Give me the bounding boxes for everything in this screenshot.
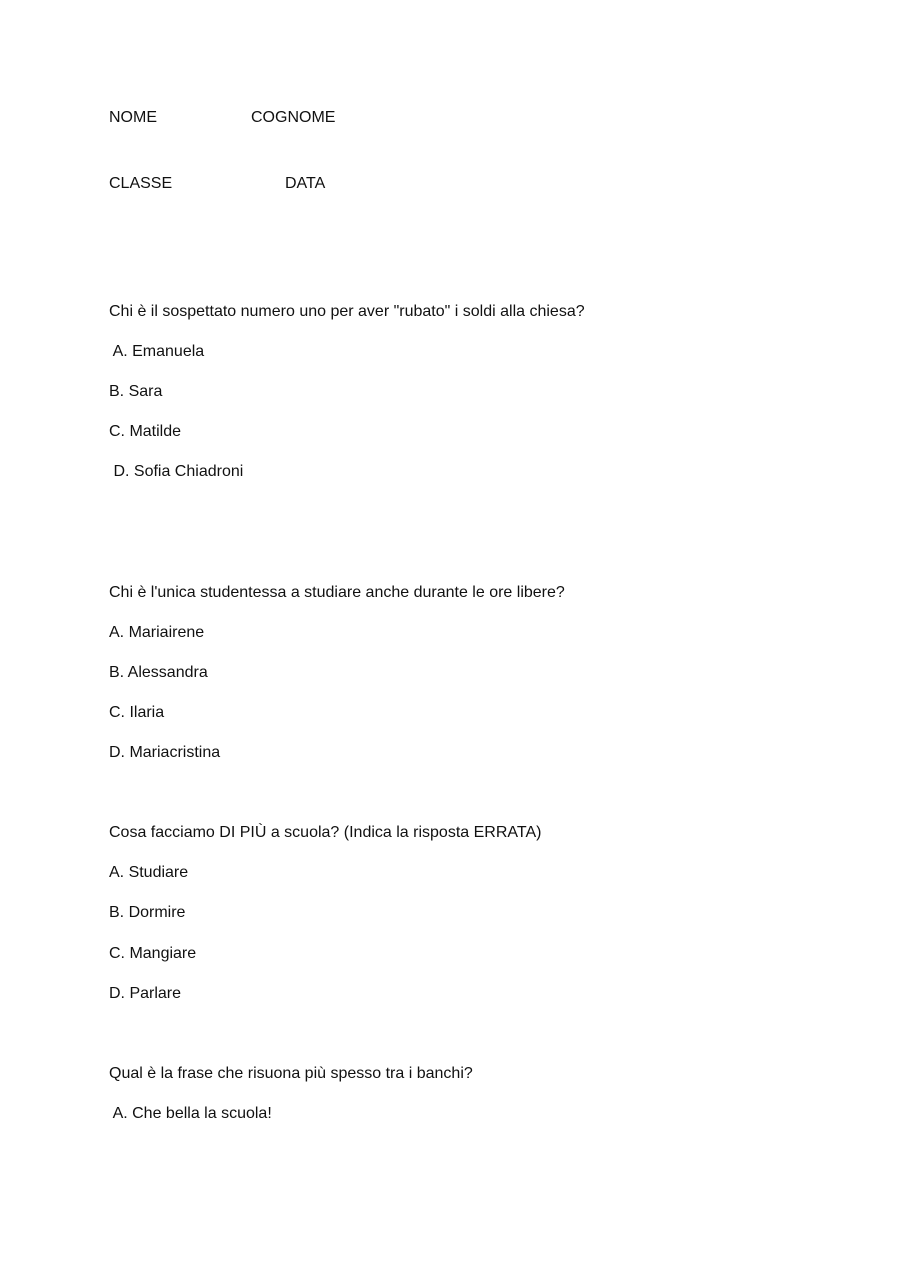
question-4-text: Qual è la frase che risuona più spesso tra i banchi? bbox=[109, 1065, 473, 1082]
question-3-option-c: C. Mangiare bbox=[109, 945, 197, 962]
nome-label: NOME bbox=[109, 109, 157, 126]
classe-label: CLASSE bbox=[109, 175, 173, 192]
question-1-option-d: D. Sofia Chiadroni bbox=[109, 463, 244, 480]
question-4-option-a: A. Che bella la scuola! bbox=[109, 1105, 272, 1122]
question-2-option-a: A. Mariairene bbox=[109, 624, 205, 641]
question-2-text: Chi è l'unica studentessa a studiare anche durante le ore libere? bbox=[109, 584, 565, 601]
question-2-option-c: C. Ilaria bbox=[109, 704, 165, 721]
question-1-option-a: A. Emanuela bbox=[109, 343, 205, 360]
question-3-option-b: B. Dormire bbox=[109, 904, 186, 921]
question-3-option-d: D. Parlare bbox=[109, 985, 182, 1002]
question-2-option-b: B. Alessandra bbox=[109, 664, 208, 681]
question-1-option-c: C. Matilde bbox=[109, 423, 182, 440]
cognome-label: COGNOME bbox=[251, 109, 336, 126]
question-3-option-a: A. Studiare bbox=[109, 864, 189, 881]
question-1-text: Chi è il sospettato numero uno per aver "rubato" i soldi alla chiesa? bbox=[109, 303, 585, 320]
question-3-text: Cosa facciamo DI PIÙ a scuola? (Indica la risposta ERRATA) bbox=[109, 824, 542, 841]
question-1-option-b: B. Sara bbox=[109, 383, 163, 400]
question-2-option-d: D. Mariacristina bbox=[109, 744, 221, 761]
data-label: DATA bbox=[285, 175, 326, 192]
